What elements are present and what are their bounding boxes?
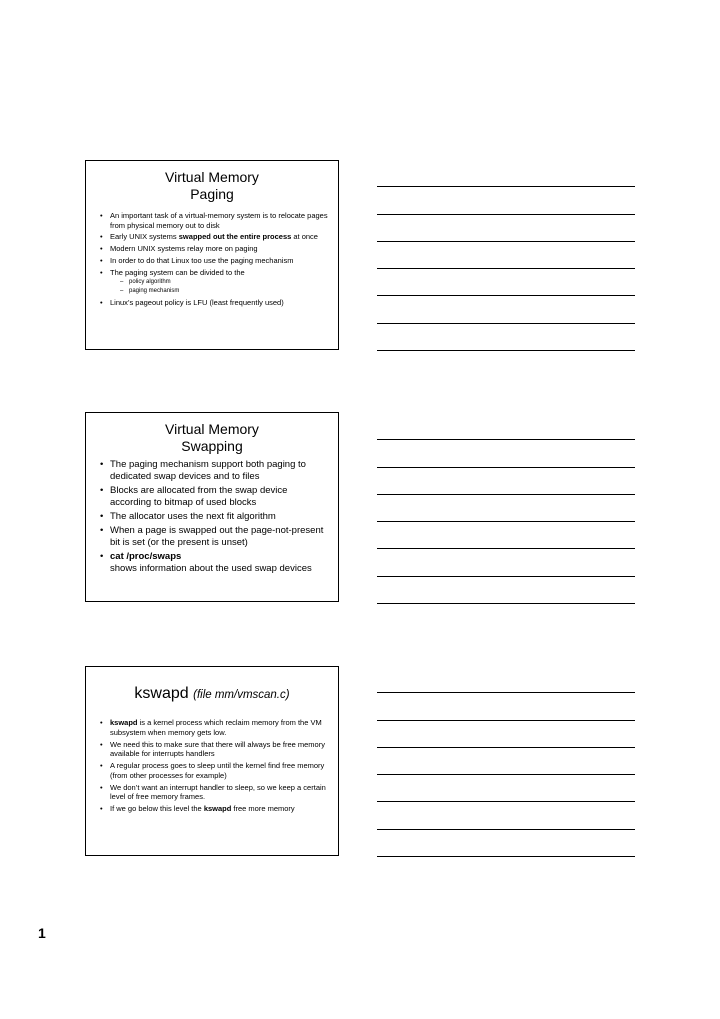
bullet-text: free more memory: [231, 804, 295, 814]
slide-title-main: kswapd: [134, 685, 189, 702]
note-line: [377, 187, 635, 214]
notes-lines: [377, 413, 635, 604]
note-line: [377, 413, 635, 440]
slide-title-file: (file mm/vmscan.c): [193, 689, 290, 701]
slide-title: [92, 421, 332, 455]
bullet-text: We don’t want an interrupt handler to sleep, so we keep a certain level of free memory frames.: [110, 782, 326, 802]
note-line: [377, 160, 635, 187]
note-line: [377, 666, 635, 693]
note-line: [377, 577, 635, 604]
slide-kswapd: [85, 666, 339, 856]
bullet-item: [100, 525, 328, 549]
bullet-text: We need this to make sure that there will always be free memory available for interrupts handlers: [110, 739, 325, 759]
bullet-text: Early UNIX systems: [110, 232, 179, 242]
slide-paging: [85, 160, 339, 350]
note-line: [377, 775, 635, 802]
bullet-item: [100, 232, 328, 242]
bullet-item: [100, 459, 328, 483]
bullet-text-bold: kswapd: [203, 804, 232, 814]
sub-bullet-text: policy algorithm: [129, 278, 171, 285]
note-line: [377, 440, 635, 467]
bullet-item: [100, 298, 328, 308]
note-line: [377, 721, 635, 748]
note-line: [377, 242, 635, 269]
sub-bullet-list: [110, 278, 328, 296]
slide-title-line: Virtual Memory: [165, 169, 259, 185]
slide-title-line: Swapping: [181, 438, 243, 454]
bullet-list: [86, 718, 338, 814]
bullet-text: When a page is swapped out the page-not-present bit is set (or the present is unset): [110, 525, 324, 548]
note-line: [377, 693, 635, 720]
notes-lines: [377, 666, 635, 857]
bullet-text: The paging system can be divided to the: [110, 268, 245, 278]
note-line: [377, 296, 635, 323]
note-line: [377, 215, 635, 242]
bullet-item: [100, 211, 328, 230]
bullet-text: shows information about the used swap devices: [110, 563, 312, 574]
bullet-item: [100, 244, 328, 254]
command-text: cat /proc/swaps: [110, 551, 182, 562]
slide-title: [92, 685, 332, 704]
slide-title-line: Paging: [190, 186, 234, 202]
bullet-item: [100, 740, 328, 759]
bullet-text: is a kernel process which reclaim memory from the VM subsystem when memory gets low.: [110, 718, 322, 737]
bullet-text: An important task of a virtual-memory system is to relocate pages from physical memory out to disk: [110, 211, 328, 230]
slide-swapping: [85, 412, 339, 602]
sub-bullet-item: [120, 278, 328, 287]
bullet-text: The paging mechanism support both paging to dedicated swap devices and to files: [110, 459, 306, 482]
bullet-list: [86, 459, 338, 575]
bullet-item: [100, 804, 328, 814]
note-line: [377, 549, 635, 576]
bullet-item: [100, 511, 328, 523]
bullet-text: Modern UNIX systems relay more on paging: [110, 244, 258, 254]
slide-title: [92, 169, 332, 203]
bullet-text: at once: [291, 232, 318, 242]
slide-title-line: Virtual Memory: [165, 421, 259, 437]
bullet-item: [100, 761, 328, 780]
note-line: [377, 468, 635, 495]
note-line: [377, 522, 635, 549]
note-line: [377, 748, 635, 775]
note-line: [377, 324, 635, 351]
bullet-text: The allocator uses the next fit algorithm: [110, 511, 276, 522]
bullet-item: [100, 256, 328, 266]
note-line: [377, 802, 635, 829]
bullet-item: [100, 551, 328, 575]
note-line: [377, 269, 635, 296]
bullet-text: In order to do that Linux too use the paging mechanism: [110, 256, 294, 266]
note-line: [377, 495, 635, 522]
bullet-text: A regular process goes to sleep until the kernel find free memory (from other processes for example): [110, 761, 325, 780]
bullet-item: [100, 485, 328, 509]
bullet-text: Blocks are allocated from the swap device according to bitmap of used blocks: [110, 485, 288, 508]
notes-lines: [377, 160, 635, 351]
note-line: [377, 830, 635, 857]
bullet-text: If we go below this level the: [110, 804, 204, 814]
sub-bullet-item: [120, 287, 328, 296]
bullet-text: Linux’s pageout policy is LFU (least frequently used): [110, 297, 284, 307]
bullet-item: [100, 783, 328, 802]
sub-bullet-text: paging mechanism: [129, 287, 180, 294]
bullet-item: [100, 268, 328, 296]
bullet-text-bold: swapped out the entire process: [178, 232, 292, 242]
bullet-item: [100, 718, 328, 737]
bullet-list: [86, 211, 338, 307]
bullet-text-bold: kswapd: [110, 718, 138, 727]
page-number: 1: [38, 925, 46, 941]
